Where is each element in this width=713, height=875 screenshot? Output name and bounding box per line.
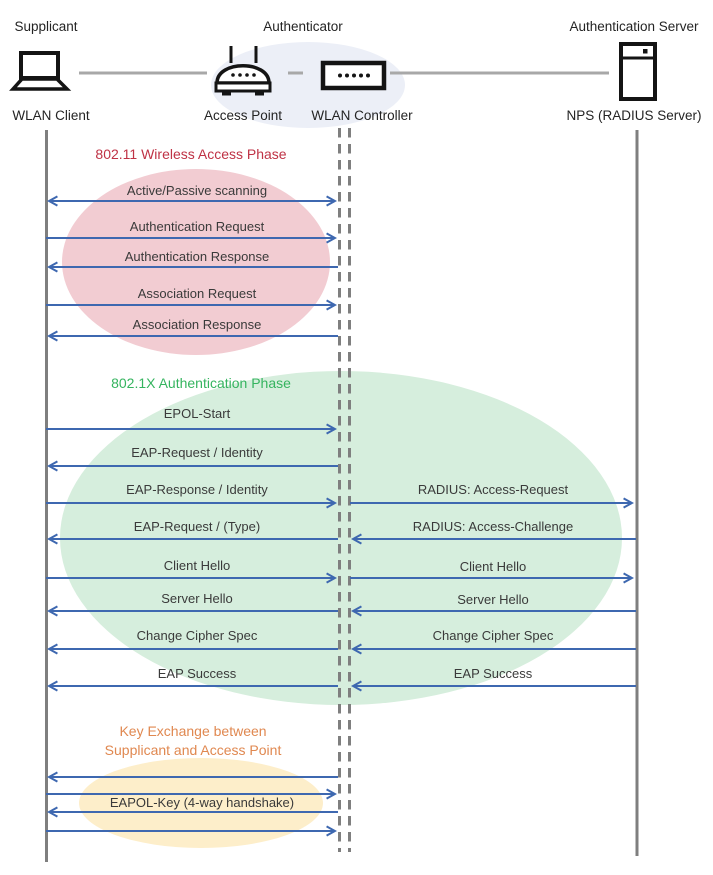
phase2-title: 802.1X Authentication Phase: [111, 375, 291, 391]
message-label-active-passive-scanning: Active/Passive scanning: [126, 183, 268, 198]
role-label-authentication-server: Authentication Server: [569, 19, 699, 34]
message-label-client-hello-right: Client Hello: [459, 559, 527, 574]
message-label-eap-request-type: EAP-Request / (Type): [133, 519, 261, 534]
message-label-change-cipher-spec-left: Change Cipher Spec: [136, 628, 258, 643]
device-label-nps-radius-server: NPS (RADIUS Server): [566, 108, 702, 123]
laptop-icon: [13, 53, 67, 89]
message-label-association-response: Association Response: [132, 317, 262, 332]
device-label-wlan-controller: WLAN Controller: [311, 108, 413, 123]
phase3-title-line2: Supplicant and Access Point: [104, 742, 282, 758]
server-icon: [621, 44, 655, 99]
message-label-server-hello-right: Server Hello: [457, 592, 529, 607]
phase3-title-line1: Key Exchange between: [119, 723, 267, 739]
message-label-server-hello-left: Server Hello: [161, 591, 233, 606]
message-label-eap-success-left: EAP Success: [157, 666, 237, 681]
device-label-wlan-client: WLAN Client: [12, 108, 90, 123]
message-label-radius-access-challenge: RADIUS: Access-Challenge: [412, 519, 574, 534]
message-label-radius-access-request: RADIUS: Access-Request: [417, 482, 569, 497]
message-label-epol-start: EPOL-Start: [163, 406, 231, 421]
phase1-title: 802.11 Wireless Access Phase: [95, 146, 287, 162]
message-label-eap-response-identity: EAP-Response / Identity: [126, 482, 268, 497]
message-label-authentication-request: Authentication Request: [129, 219, 265, 234]
message-label-eapol-key-handshake: EAPOL-Key (4-way handshake): [109, 795, 295, 810]
wlan-controller-icon: [323, 63, 384, 88]
message-label-client-hello-left: Client Hello: [163, 558, 231, 573]
message-label-eap-request-identity: EAP-Request / Identity: [131, 445, 263, 460]
device-label-access-point: Access Point: [203, 108, 283, 123]
message-label-change-cipher-spec-right: Change Cipher Spec: [432, 628, 554, 643]
role-label-supplicant: Supplicant: [14, 19, 78, 34]
message-label-eap-success-right: EAP Success: [453, 666, 533, 681]
message-label-authentication-response: Authentication Response: [124, 249, 270, 264]
role-label-authenticator: Authenticator: [263, 19, 343, 34]
message-label-association-request: Association Request: [137, 286, 257, 301]
